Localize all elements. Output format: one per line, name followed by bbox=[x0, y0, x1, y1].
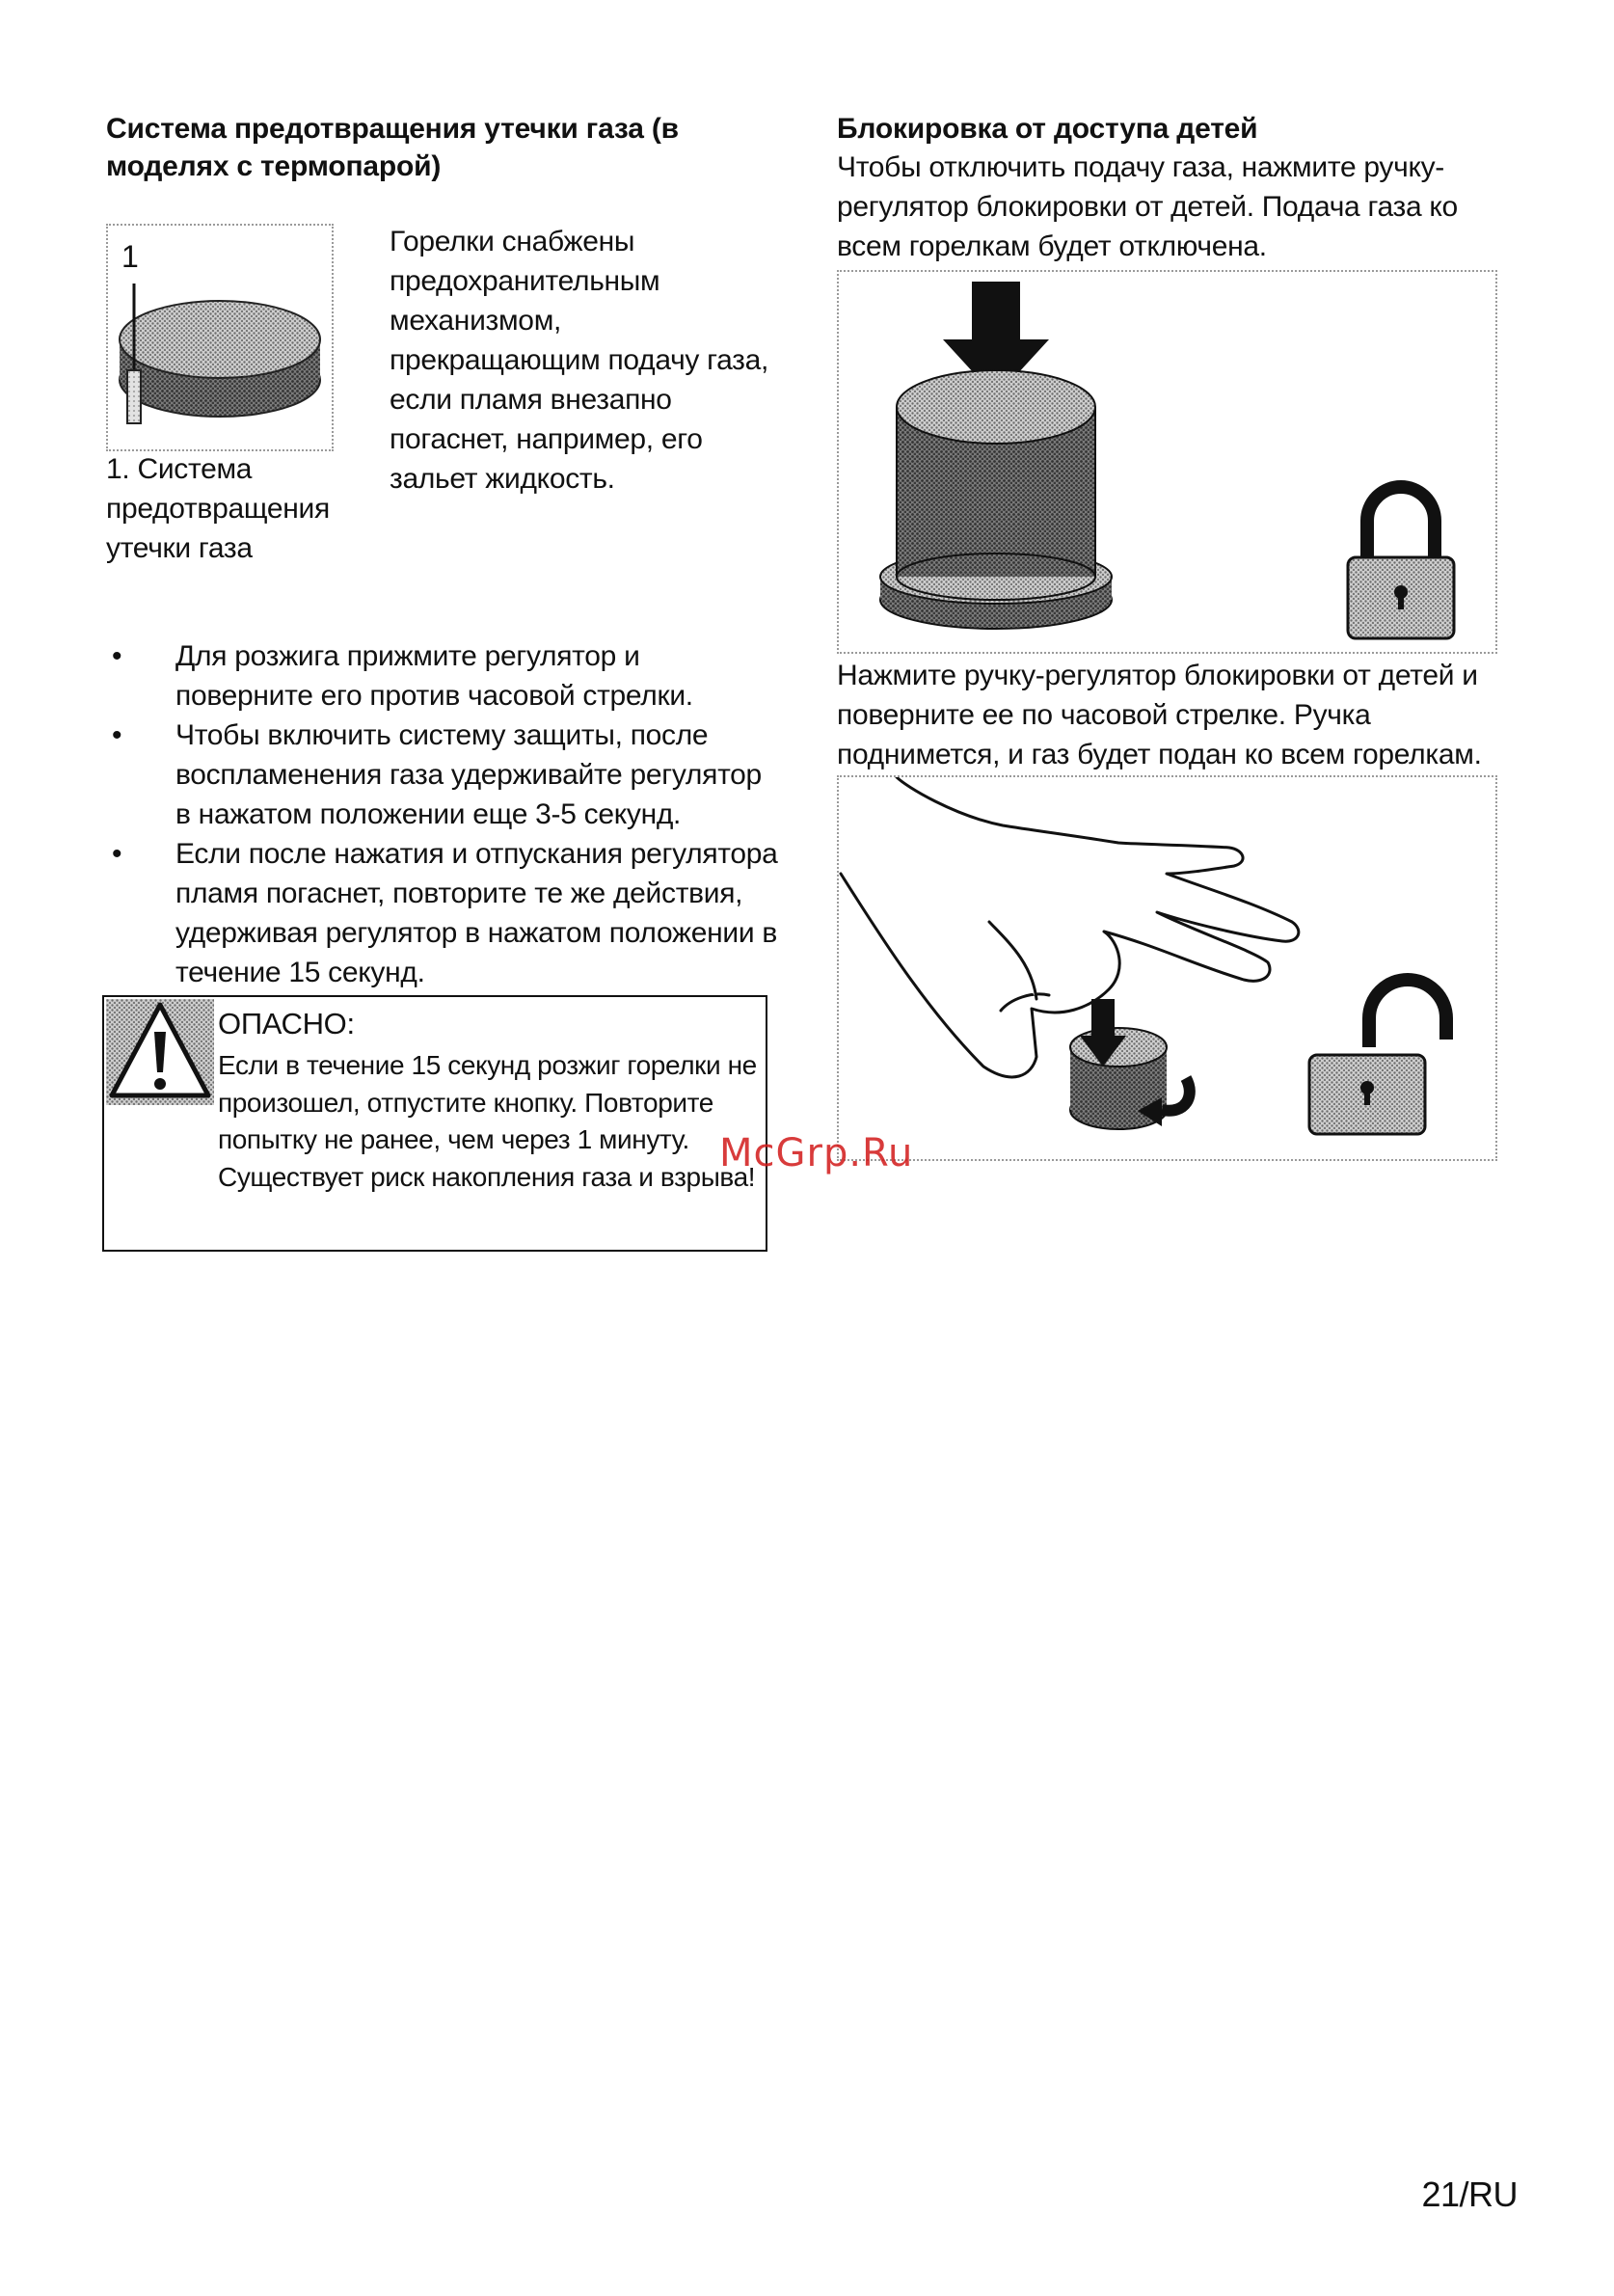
warning-text: Если в течение 15 секунд розжиг горелки не произошел, отпустите кнопку. Повторите попытку не ранее, чем через 1 минуту. Существует риск накопления газа и взрыва! bbox=[218, 1050, 757, 1192]
figure-number-label: 1 bbox=[121, 239, 139, 274]
left-column bbox=[106, 110, 781, 185]
burner-description: Горелки снабжены предохранительным механизмом, прекращающим подачу газа, если пламя внезапно погаснет, например, его зальет жидкость. bbox=[390, 226, 769, 495]
child-lock-release-text: Нажмите ручку-регулятор блокировки от детей и поверните ее по часовой стрелке. Ручка поднимется, и газ будет подан ко всем горелкам. bbox=[837, 660, 1482, 770]
lock-closed-icon bbox=[1348, 487, 1454, 638]
child-lock-press-figure bbox=[837, 270, 1497, 654]
burner-figure-caption: 1. Система предотвращения утечки газа bbox=[106, 453, 330, 564]
section-heading-child-lock: Блокировка от доступа детей bbox=[837, 113, 1258, 145]
child-lock-release-figure bbox=[837, 775, 1497, 1161]
page-number: 21/RU bbox=[1421, 2174, 1518, 2214]
bullet-icon: • bbox=[112, 719, 122, 751]
watermark: McGrp.Ru bbox=[719, 1131, 914, 1175]
ignition-instructions-list bbox=[106, 636, 781, 992]
right-column bbox=[837, 110, 1512, 266]
list-item: • Чтобы включить систему защиты, после воспламенения газа удерживайте регулятор в нажатом положении еще 3-5 секунд. bbox=[106, 716, 781, 834]
burner-icon bbox=[108, 226, 332, 449]
lock-open-icon bbox=[1309, 980, 1446, 1134]
bullet-icon: • bbox=[112, 640, 122, 672]
child-lock-intro: Чтобы отключить подачу газа, нажмите ручку-регулятор блокировки от детей. Подача газа ко всем горелкам будет отключена. bbox=[837, 151, 1458, 262]
section-heading-gas-safety: Система предотвращения утечки газа (в моделях с термопарой) bbox=[106, 113, 679, 182]
hand-icon bbox=[841, 777, 1299, 1077]
warning-triangle-icon bbox=[106, 999, 214, 1105]
list-item: • Для розжига прижмите регулятор и поверните его против часовой стрелки. bbox=[106, 636, 781, 716]
warning-title: ОПАСНО: bbox=[218, 1007, 355, 1040]
list-item: • Если после нажатия и отпускания регулятора пламя погаснет, повторите те же действия, удерживая регулятор в нажатом положении в течение 15 секунд. bbox=[106, 834, 781, 992]
knob-icon bbox=[880, 370, 1112, 629]
burner-figure bbox=[106, 224, 334, 451]
bullet-icon: • bbox=[112, 838, 122, 870]
danger-warning-box bbox=[102, 995, 767, 1252]
